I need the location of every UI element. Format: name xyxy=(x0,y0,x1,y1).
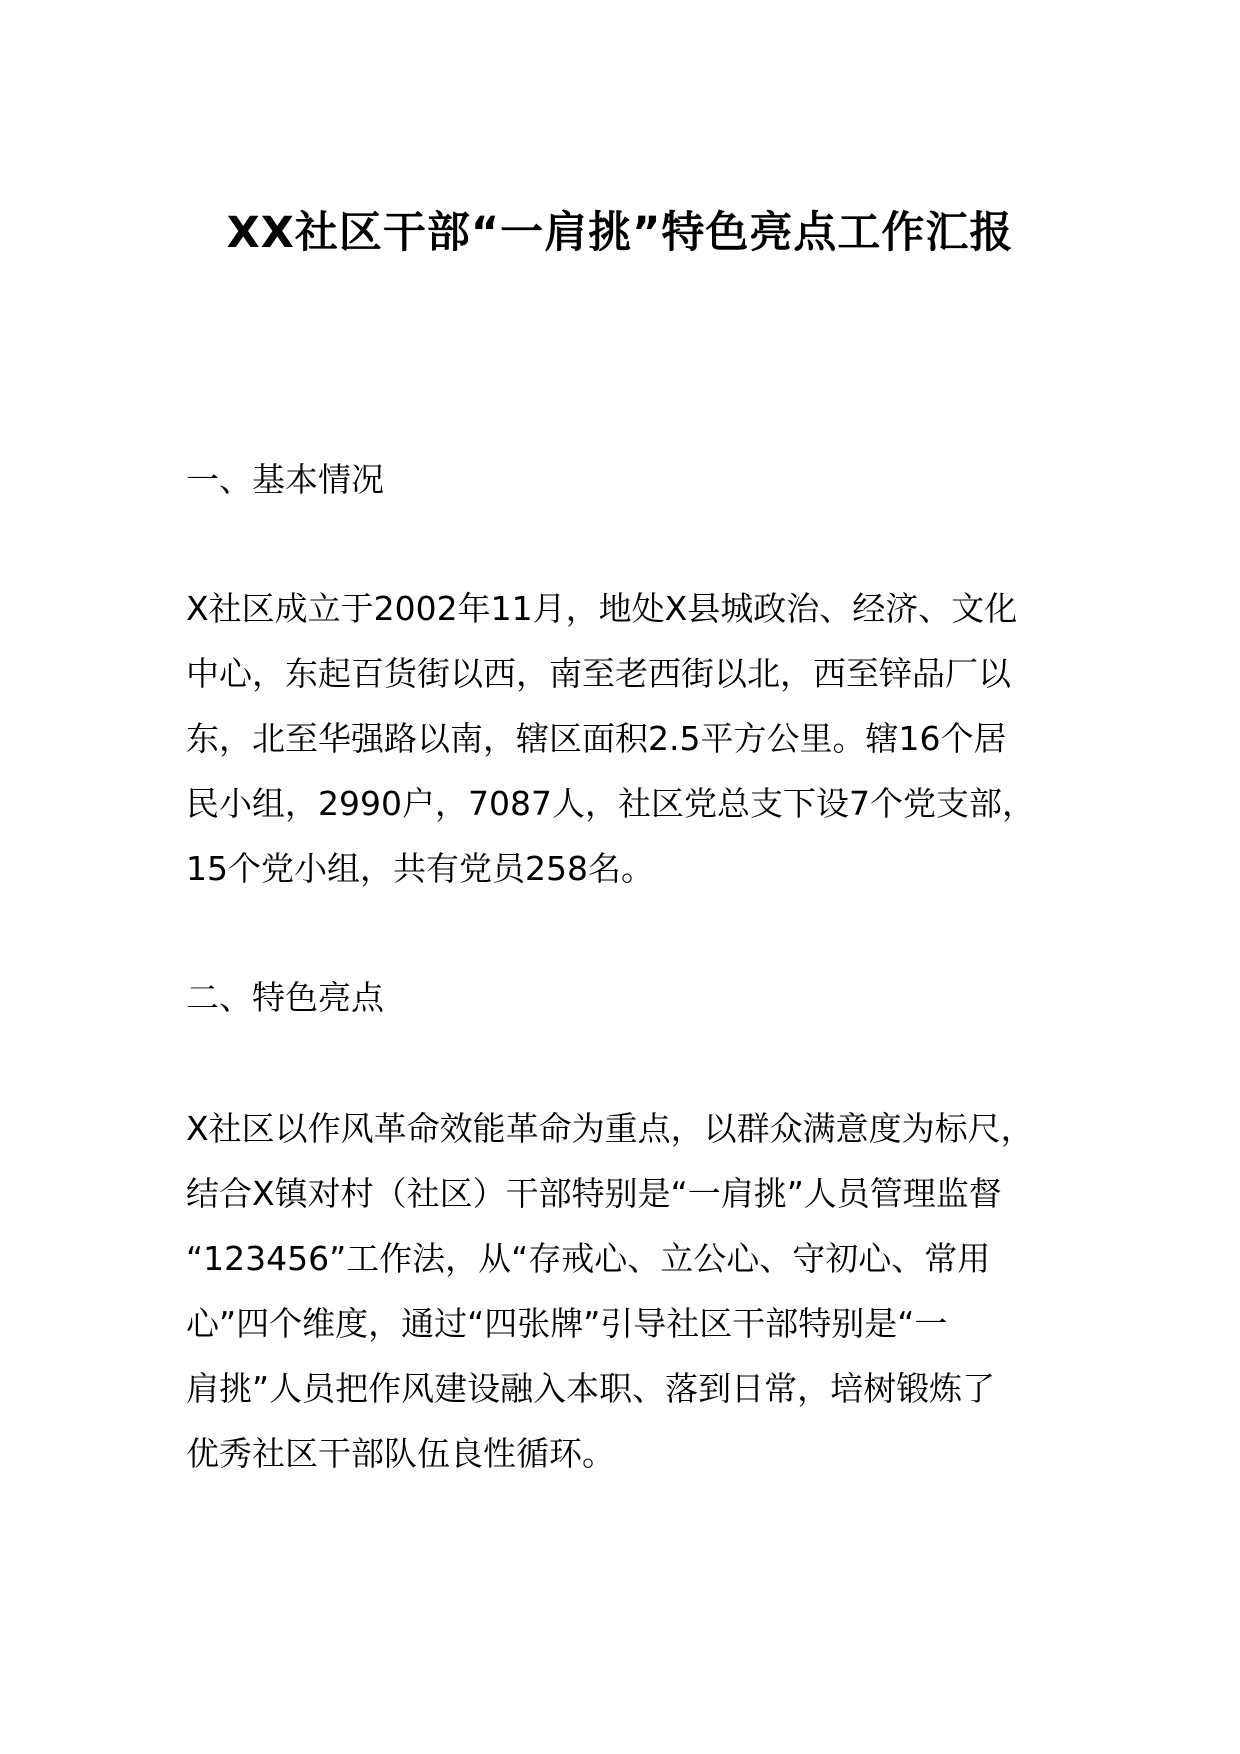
paragraph-line: “123456”工作法，从“存戒心、立公心、守初心、常用 xyxy=(186,1239,991,1278)
section-paragraph-highlights xyxy=(186,1096,1086,1486)
paragraph-line: 东，北至华强路以南，辖区面积2.5平方公里。辖16个居 xyxy=(186,719,1007,758)
paragraph-line: 心”四个维度，通过“四张牌”引导社区干部特别是“一 xyxy=(186,1304,948,1343)
paragraph-line: X社区成立于2002年11月，地处X县城政治、经济、文化 xyxy=(186,589,1018,628)
paragraph-line: 肩挑”人员把作风建设融入本职、落到日常，培树锻炼了 xyxy=(186,1369,996,1408)
paragraph-line: 15个党小组，共有党员258名。 xyxy=(186,849,654,888)
paragraph-line: 民小组，2990户，7087人，社区党总支下设7个党支部， xyxy=(186,784,1035,823)
section-paragraph-basic-info xyxy=(186,576,1086,901)
document-title: XX社区干部“一肩挑”特色亮点工作汇报 xyxy=(226,208,1014,258)
section-heading-basic-info: 一、基本情况 xyxy=(186,460,384,499)
paragraph-line: 结合X镇对村（社区）干部特别是“一肩挑”人员管理监督 xyxy=(186,1174,1002,1213)
paragraph-line: 优秀社区干部队伍良性循环。 xyxy=(186,1434,615,1473)
paragraph-line: X社区以作风革命效能革命为重点，以群众满意度为标尺， xyxy=(186,1109,1034,1148)
section-heading-highlights: 二、特色亮点 xyxy=(186,978,384,1017)
paragraph-line: 中心，东起百货街以西，南至老西街以北，西至锌品厂以 xyxy=(186,654,1011,693)
